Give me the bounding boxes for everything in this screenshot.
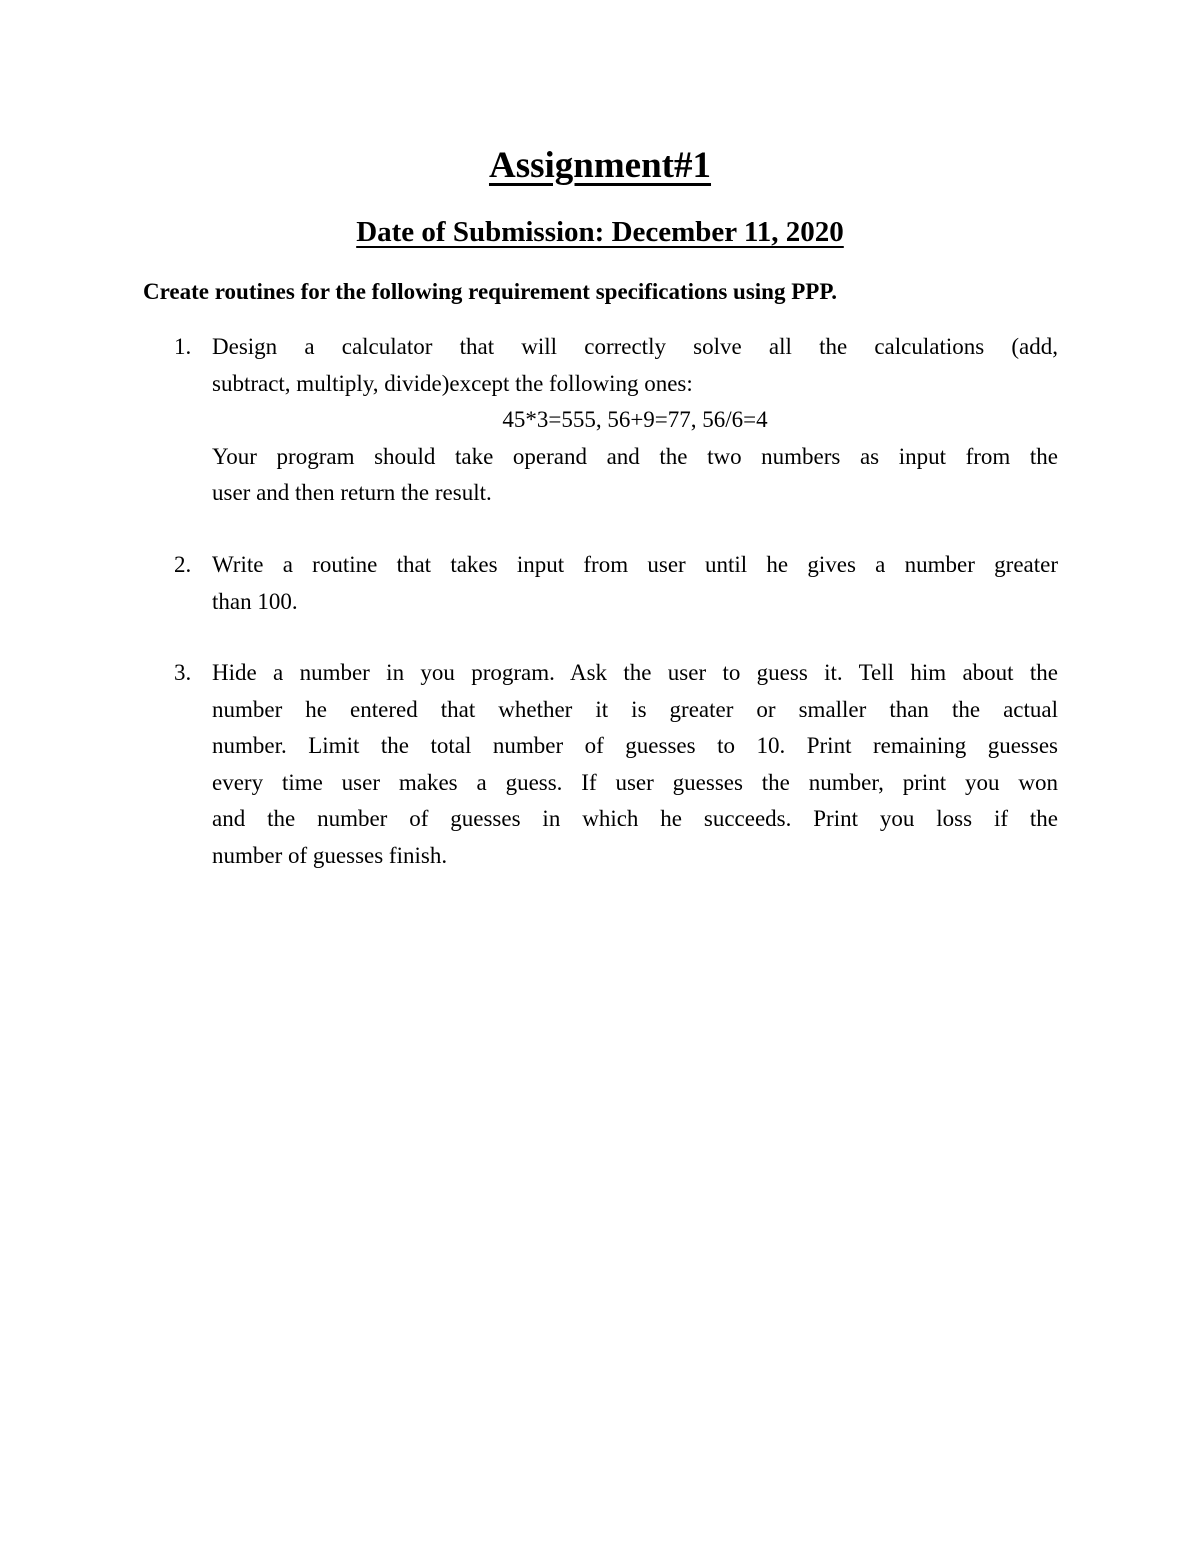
list-item-line: number of guesses finish. (212, 842, 448, 868)
list-item-equations: 45*3=555, 56+9=77, 56/6=4 (502, 407, 768, 432)
list-item-line: Your program should take operand and the two numbers as input from the (212, 443, 1058, 469)
list-item-line: every time user makes a guess. If user guesses the number, print you won (212, 769, 1058, 795)
submission-date: Date of Submission: December 11, 2020 (356, 216, 844, 248)
page-title: Assignment#1 (488, 145, 712, 186)
list-item (142, 655, 1058, 874)
list-item-line: Hide a number in you program. Ask the user to guess it. Tell him about the (212, 660, 1058, 685)
list-item-line: Design a calculator that will correctly solve all the calculations (add, (212, 334, 1058, 359)
list-item-line: and the number of guesses in which he succeeds. Print you loss if the (212, 806, 1058, 831)
intro-text: Create routines for the following requirement specifications using PPP. (143, 279, 838, 304)
list-item-line: number he entered that whether it is greater or smaller than the actual (212, 696, 1058, 722)
list-item (142, 329, 1058, 512)
list-item-number: 2. (174, 552, 192, 577)
list-item-number: 3. (174, 660, 192, 685)
list-item-line: user and then return the result. (212, 480, 492, 505)
list-item-line: than 100. (212, 588, 298, 614)
list-item (142, 547, 1058, 620)
list-item-number: 1. (174, 334, 192, 359)
list-item-body (212, 655, 1058, 874)
list-item-line: Write a routine that takes input from user until he gives a number greater (212, 552, 1058, 577)
list-item-body (212, 547, 1058, 620)
list-item-body (212, 329, 1058, 512)
list-item-line: number. Limit the total number of guesses to 10. Print remaining guesses (212, 733, 1058, 758)
list-item-line: subtract, multiply, divide)except the following ones: (212, 370, 693, 396)
